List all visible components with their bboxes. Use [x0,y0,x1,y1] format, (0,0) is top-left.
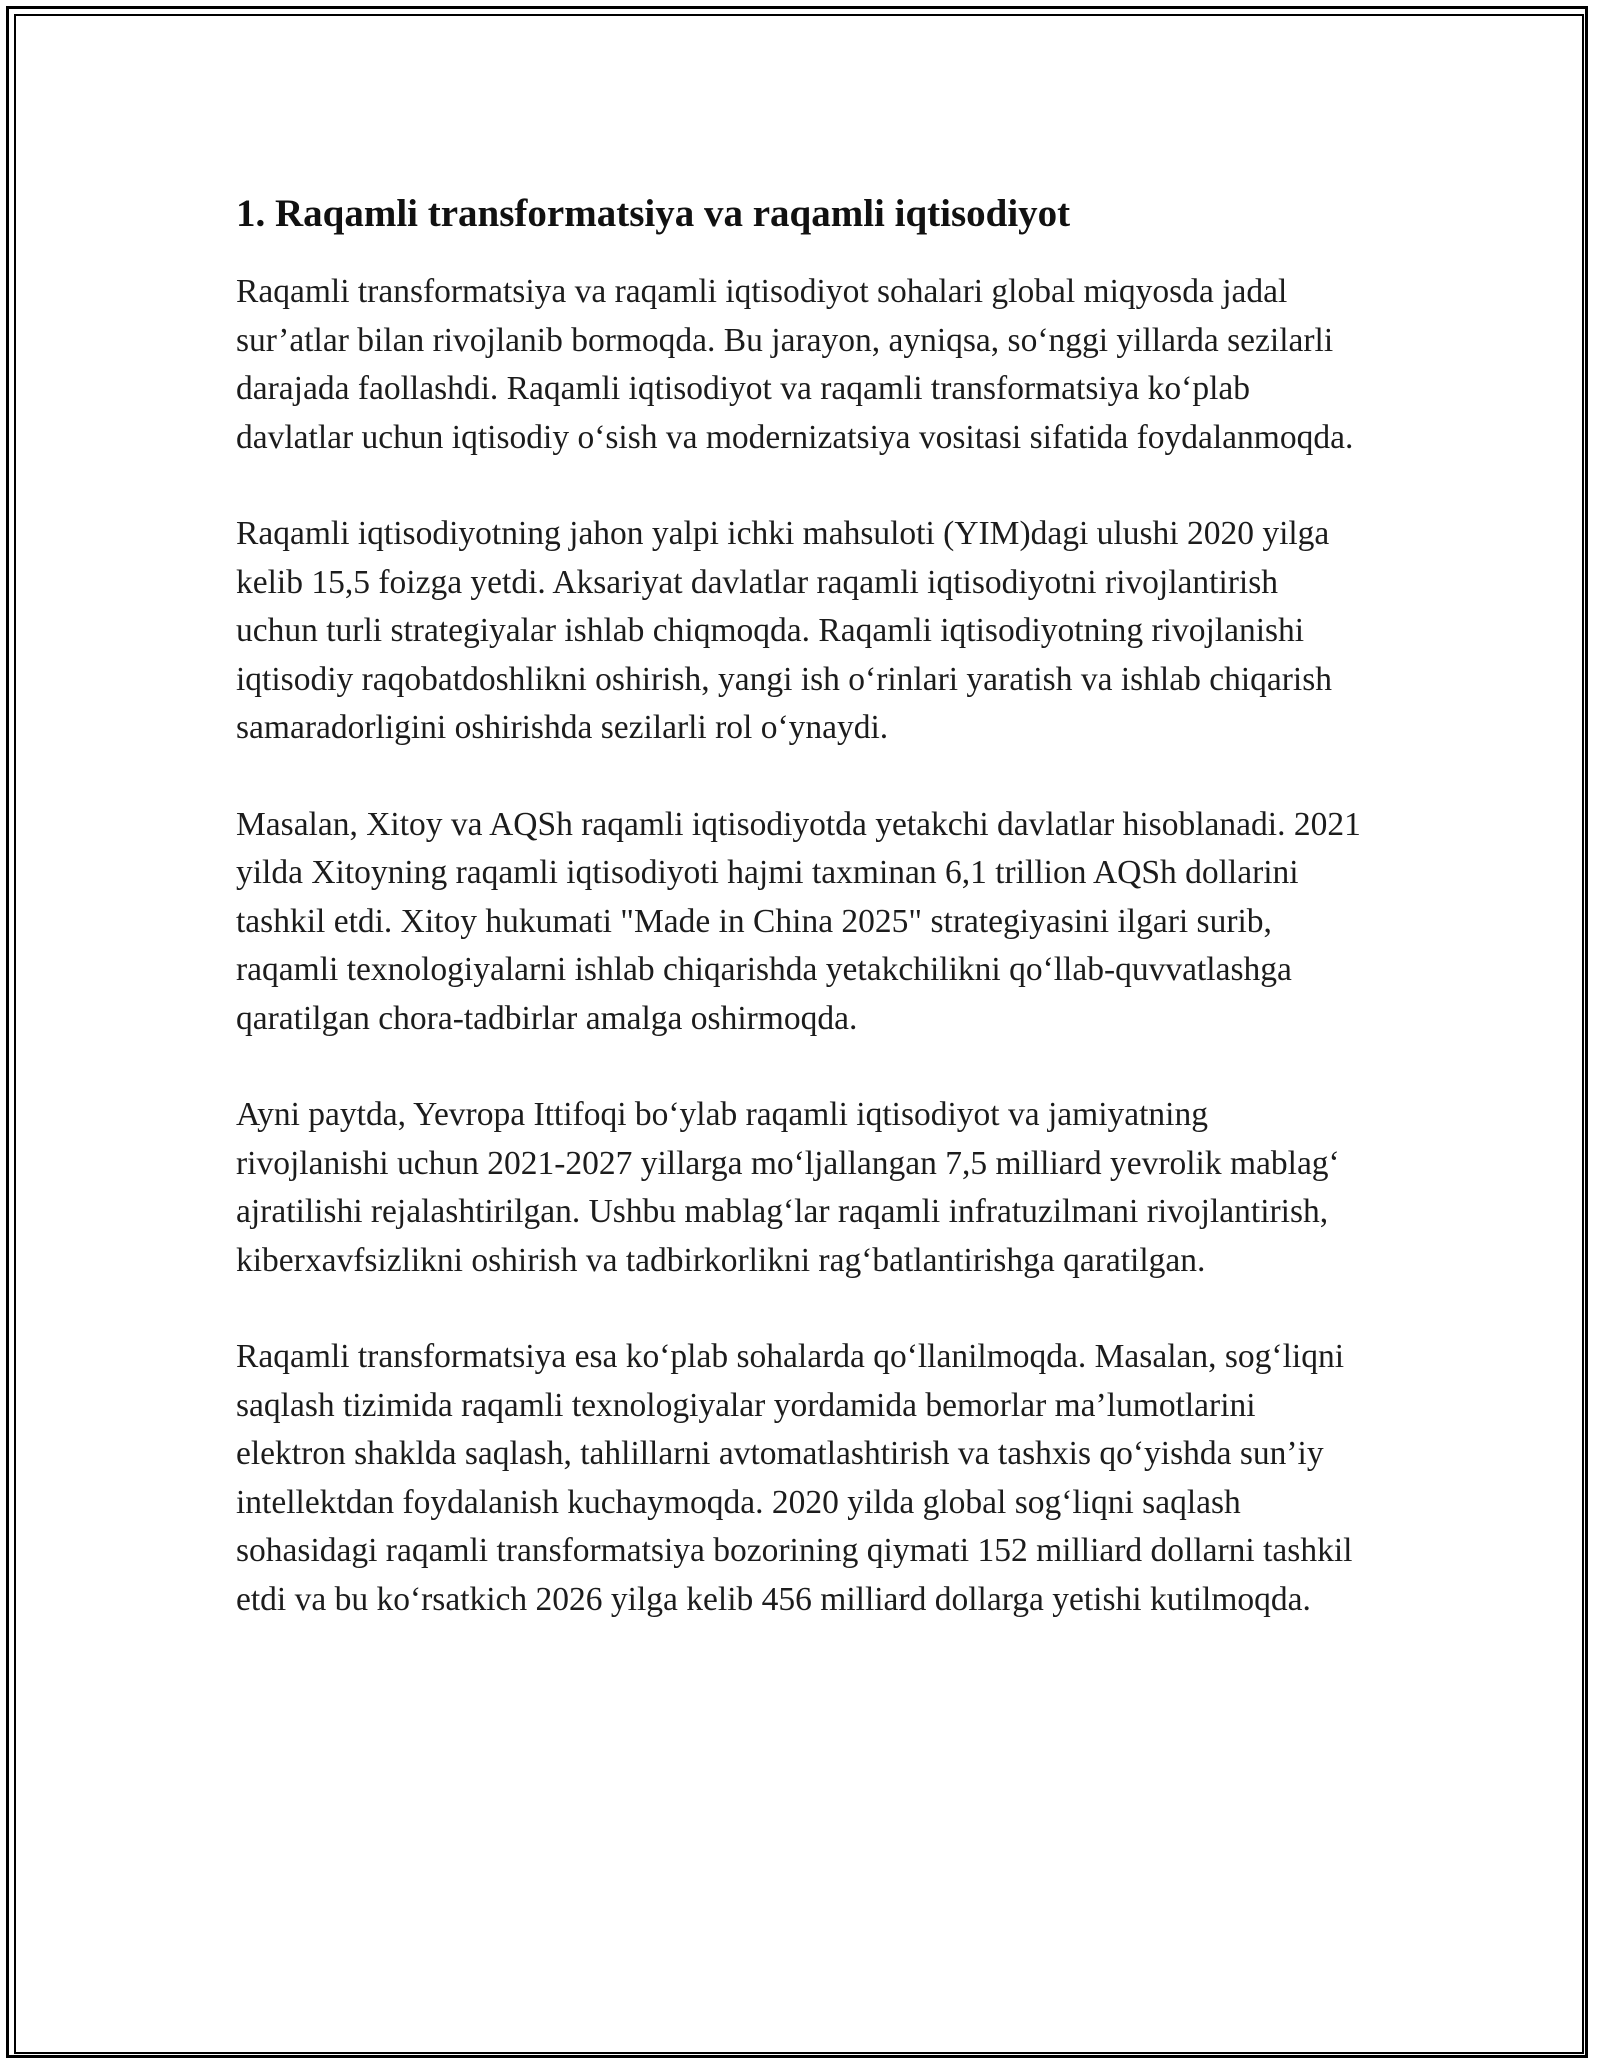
paragraph-4: Ayni paytda, Yevropa Ittifoqi bo‘ylab raqamli iqtisodiyot va jamiyatning rivojlanishi uchun 2021-2027 yillarga mo‘ljallangan 7,5 milliard yevrolik mablag‘ ajratilishi rejalashtirilgan. Ushbu mablag‘lar raqamli infratuzilmani rivojlantirish, kiberxavfsizlikni oshirish va tadbirkorlikni rag‘batlantirishga qaratilgan. [236,1096,1340,1279]
paragraph-5: Raqamli transformatsiya esa ko‘plab sohalarda qo‘llanilmoqda. Masalan, sog‘liqni saqlash tizimida raqamli texnologiyalar yordamida bemorlar ma’lumotlarini elektron shaklda saqlash, tahlillarni avtomatlashtirish va tashxis qo‘yishda sun’iy intellektdan foydalanish kuchaymoqda. 2020 yilda global sog‘liqni saqlash sohasidagi raqamli transformatsiya bozorining qiymati 152 milliard dollarni tashkil etdi va bu ko‘rsatkich 2026 yilga kelib 456 milliard dollarga yetishi kutilmoqda. [236,1338,1353,1618]
paragraph-3: Masalan, Xitoy va AQSh raqamli iqtisodiyotda yetakchi davlatlar hisoblanadi. 2021 yilda Xitoyning raqamli iqtisodiyoti hajmi taxminan 6,1 trillion AQSh dollarini tashkil etdi. Xitoy hukumati "Made in China 2025" strategiyasini ilgari surib, raqamli texnologiyalarni ishlab chiqarishda yetakchilikni qo‘llab-quvvatlashga qaratilgan chora-tadbirlar amalga oshirmoqda. [236,805,1361,1037]
paragraph-1: Raqamli transformatsiya va raqamli iqtisodiyot sohalari global miqyosda jadal sur’atlar bilan rivojlanib bormoqda. Bu jarayon, ayniqsa, so‘nggi yillarda sezilarli darajada faollashdi. Raqamli iqtisodiyot va raqamli transformatsiya ko‘plab davlatlar uchun iqtisodiy o‘sish va modernizatsiya vositasi sifatida foydalanmoqda. [236,273,1354,456]
paragraph-2: Raqamli iqtisodiyotning jahon yalpi ichki mahsuloti (YIM)dagi ulushi 2020 yilga kelib 15,5 foizga yetdi. Aksariyat davlatlar raqamli iqtisodiyotni rivojlantirish uchun turli strategiyalar ishlab chiqmoqda. Raqamli iqtisodiyotning rivojlanishi iqtisodiy raqobatdoshlikni oshirish, yangi ish o‘rinlari yaratish va ishlab chiqarish samaradorligini oshirishda sezilarli rol o‘ynaydi. [236,515,1333,746]
document-body [236,186,1366,1672]
section-heading: 1. Raqamli transformatsiya va raqamli iqtisodiyot [236,192,1071,235]
